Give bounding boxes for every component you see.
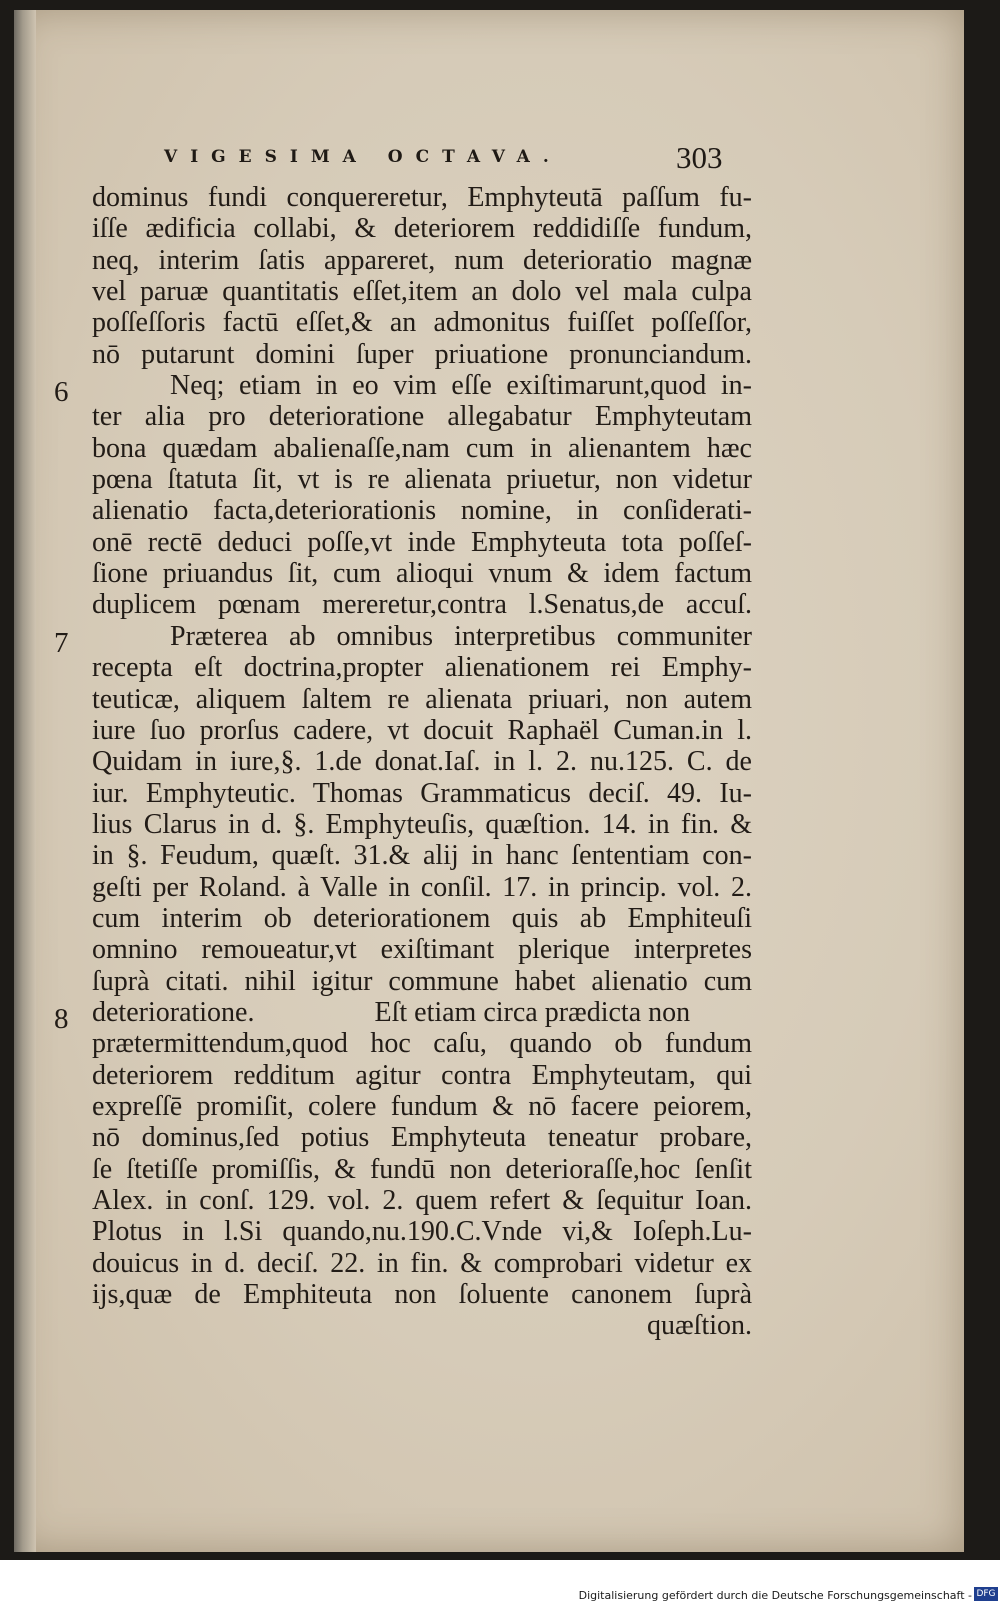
page-paper — [14, 10, 964, 1552]
text-line: nō dominus,ſed potius Emphyteuta teneatur probare, — [92, 1122, 752, 1154]
text-line: onē rectē deduci poſſe,vt inde Emphyteuta tota poſſeſ- — [92, 526, 752, 558]
margin-number: 6 — [54, 376, 69, 408]
text-line: teuticæ, aliquem ſaltem re alienata priuari, non autem — [92, 683, 752, 715]
text-line: ijs,quæ de Emphiteuta non ſoluente canonem ſuprà — [92, 1279, 752, 1311]
text-line: quæſtion. — [646, 1310, 752, 1342]
text-line: Alex. in conſ. 129. vol. 2. quem refert & ſequitur Ioan. — [92, 1185, 752, 1216]
margin-number: 8 — [54, 1003, 69, 1035]
text-line: geſti per Roland. à Valle in conſil. 17. in princip. vol. 2. — [92, 871, 752, 903]
text-line: prætermittendum,quod hoc caſu, quando ob fundum — [92, 1028, 752, 1060]
text-line: cum interim ob deteriorationem quis ab Emphiteuſi — [92, 902, 752, 934]
text-line: iſſe ædificia collabi, & deteriorem reddidiſſe fundum, — [92, 213, 752, 245]
text-line: pœna ſtatuta ſit, vt is re alienata priuetur, non videtur — [92, 464, 752, 496]
text-line: iure ſuo prorſus cadere, vt docuit Raphaël Cuman.in l. — [92, 714, 752, 746]
text-line: lius Clarus in d. §. Emphyteuſis, quæſtion. 14. in fin. & — [92, 808, 752, 840]
text-line: Quidam in iure,§. 1.de donat.Iaſ. in l. 2. nu.125. C. de — [92, 746, 752, 778]
digitization-footer — [0, 1560, 1000, 1607]
text-line: in §. Feudum, quæſt. 31.& alij in hanc ſententiam con- — [92, 840, 752, 872]
page-number: 303 — [676, 140, 723, 175]
text-line: ter alia pro deterioratione allegabatur Emphyteutam — [92, 401, 752, 433]
text-segment: deterioratione. — [92, 996, 255, 1028]
text-line: poſſeſſoris factū eſſet,& an admonitus fuiſſet poſſeſſor, — [92, 307, 752, 339]
text-line: iur. Emphyteutic. Thomas Grammaticus deciſ. 49. Iu- — [92, 777, 752, 809]
text-line: Neq; etiam in eo vim eſſe exiſtimarunt,quod in- — [170, 370, 752, 402]
text-line — [92, 997, 752, 1028]
text-segment: Eſt etiam circa prædicta non — [374, 996, 691, 1028]
text-line: douicus in d. deciſ. 22. in fin. & comprobari videtur ex — [92, 1247, 752, 1279]
text-line: vel paruæ quantitatis eſſet,item an dolo vel mala culpa — [92, 276, 752, 308]
text-line: recepta eſt doctrina,propter alienationem rei Emphy- — [92, 652, 752, 684]
body-text — [92, 182, 752, 1342]
text-line: omnino remoueatur,vt exiſtimant plerique interpretes — [92, 934, 752, 966]
text-line: nō putarunt domini ſuper priuatione pronunciandum. — [92, 338, 752, 370]
text-line: duplicem pœnam mereretur,contra l.Senatus,de accuſ. — [92, 589, 752, 621]
text-line: bona quædam abalienaſſe,nam cum in alienantem hæc — [92, 432, 752, 464]
text-line: expreſſē promiſit, colere fundum & nō facere peiorem, — [92, 1090, 752, 1122]
text-line: deteriorem redditum agitur contra Emphyteutam, qui — [92, 1059, 752, 1091]
dfg-logo: DFG — [974, 1587, 998, 1601]
text-line: neq, interim ſatis appareret, num deterioratio magnæ — [92, 244, 752, 276]
text-line: Præterea ab omnibus interpretibus communiter — [170, 620, 752, 652]
text-line: ſione priuandus ſit, cum alioqui vnum & idem factum — [92, 558, 752, 590]
text-line: Plotus in l.Si quando,nu.190.C.Vnde vi,& Ioſeph.Lu- — [92, 1216, 752, 1248]
funding-credit: Digitalisierung gefördert durch die Deutsche Forschungsgemeinschaft - — [578, 1589, 972, 1602]
running-head: VIGESIMA OCTAVA. — [164, 147, 562, 167]
margin-number: 7 — [54, 627, 69, 659]
text-line: alienatio facta,deteriorationis nomine, in conſiderati- — [92, 495, 752, 527]
text-line: dominus fundi conquereretur, Emphyteutā paſſum fu- — [92, 182, 752, 213]
text-line: ſuprà citati. nihil igitur commune habet alienatio cum — [92, 965, 752, 997]
text-line: ſe ſtetiſſe promiſſis, & fundū non deterioraſſe,hoc ſenſit — [92, 1153, 752, 1185]
